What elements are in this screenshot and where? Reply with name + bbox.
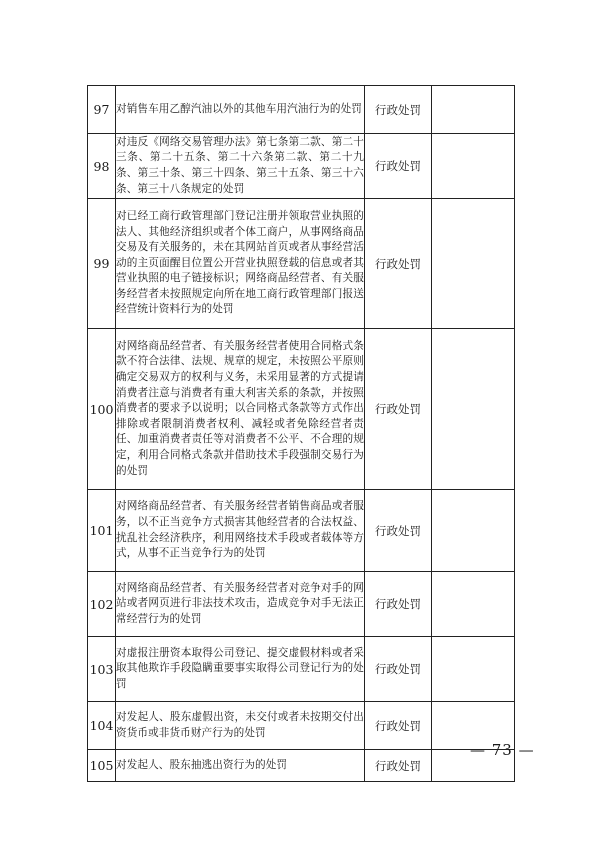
- table-row: [88, 199, 515, 329]
- item-note: [432, 572, 515, 637]
- row-number: 99: [88, 199, 116, 329]
- table-row: [88, 572, 515, 637]
- table-row: [88, 490, 515, 572]
- table-row: [88, 86, 515, 134]
- item-note: [432, 329, 515, 490]
- row-number: 98: [88, 134, 116, 199]
- item-description: 对发起人、股东抽逃出资行为的处罚: [116, 750, 365, 782]
- item-description: 对网络商品经营者、有关服务经营者对竞争对手的网站或者网页进行非法技术攻击，造成竞争对手无法正常经营行为的处罚: [116, 572, 365, 637]
- item-note: [432, 134, 515, 199]
- item-note: [432, 637, 515, 702]
- item-type: 行政处罚: [365, 702, 432, 750]
- row-number: 97: [88, 86, 116, 134]
- table-row: [88, 134, 515, 199]
- item-type: 行政处罚: [365, 750, 432, 782]
- item-description: 对已经工商行政管理部门登记注册并领取营业执照的法人、其他经济组织或者个体工商户，从事网络商品交易及有关服务的，未在其网站首页或者从事经营活动的主页面醒目位置公开营业执照登载的信息或者其营业执照的电子链接标识；网络商品经营者、有关服务经营者未按照规定向所在地工商行政管理部门报送经营统计资料行为的处罚: [116, 199, 365, 329]
- item-type: 行政处罚: [365, 637, 432, 702]
- item-description: 对销售车用乙醇汽油以外的其他车用汽油行为的处罚: [116, 86, 365, 134]
- item-type: 行政处罚: [365, 86, 432, 134]
- table-row: [88, 637, 515, 702]
- table-row: [88, 702, 515, 750]
- item-description: 对违反《网络交易管理办法》第七条第二款、第二十三条、第二十五条、第二十六条第二款、第二十九条、第三十条、第三十四条、第三十五条、第三十六条、第三十八条规定的处罚: [116, 134, 365, 199]
- row-number: 105: [88, 750, 116, 782]
- item-note: [432, 199, 515, 329]
- powers-table: [87, 85, 515, 782]
- item-description: 对虚报注册资本取得公司登记、提交虚假材料或者采取其他欺诈手段隐瞒重要事实取得公司登记行为的处罚: [116, 637, 365, 702]
- item-type: 行政处罚: [365, 329, 432, 490]
- item-type: 行政处罚: [365, 572, 432, 637]
- item-type: 行政处罚: [365, 490, 432, 572]
- row-number: 100: [88, 329, 116, 490]
- item-note: [432, 86, 515, 134]
- row-number: 101: [88, 490, 116, 572]
- row-number: 103: [88, 637, 116, 702]
- item-description: 对发起人、股东虚假出资，未交付或者未按期交付出资货币或非货币财产行为的处罚: [116, 702, 365, 750]
- item-type: 行政处罚: [365, 199, 432, 329]
- row-number: 104: [88, 702, 116, 750]
- item-note: [432, 490, 515, 572]
- table-row: [88, 750, 515, 782]
- item-description: 对网络商品经营者、有关服务经营者销售商品或者服务，以不正当竞争方式损害其他经营者的合法权益、扰乱社会经济秩序，利用网络技术手段或者载体等方式，从事不正当竞争行为的处罚: [116, 490, 365, 572]
- item-description: 对网络商品经营者、有关服务经营者使用合同格式条款不符合法律、法规、规章的规定，未按照公平原则确定交易双方的权利与义务，未采用显著的方式提请消费者注意与消费者有重大利害关系的条款，并按照消费者的要求予以说明；以合同格式条款等方式作出排除或者限制消费者权利、减轻或者免除经营者责任、加重消费者责任等对消费者不公平、不合理的规定，利用合同格式条款并借助技术手段强制交易行为的处罚: [116, 329, 365, 490]
- page-number: — 73 —: [470, 741, 535, 759]
- table-row: [88, 329, 515, 490]
- row-number: 102: [88, 572, 116, 637]
- item-type: 行政处罚: [365, 134, 432, 199]
